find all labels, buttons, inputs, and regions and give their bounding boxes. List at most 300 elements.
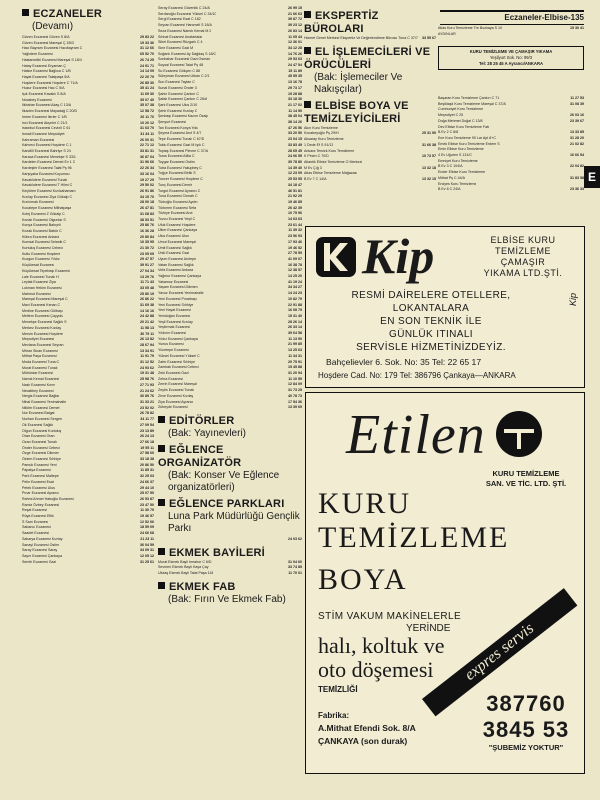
listing-name: Necatibey Eczanesi	[22, 388, 54, 393]
listing-name: Şenyurt Eczanesi	[158, 120, 186, 125]
etilen-line-1: STİM VAKUM MAKİNELERLE	[318, 611, 462, 622]
listing-phone: 11 85 31	[140, 468, 154, 473]
listing-phone: 33 81 31	[140, 149, 154, 154]
listing-phone: 33 55 67	[422, 36, 436, 40]
listing-phone: 16 36 28	[140, 228, 154, 233]
listing-phone: 11 30 79	[140, 508, 154, 513]
etilen-advertisement	[305, 392, 585, 774]
listing-phone: 26 83 14	[288, 28, 302, 33]
listing-phone: 24 93 62	[140, 365, 154, 370]
listing-name: Tuna Eczanesi Cinnah C	[158, 194, 198, 199]
section-subheading: (Devamı)	[32, 21, 74, 32]
listing-phone: 34 09 31	[140, 548, 154, 553]
listing-phone: 13 25 63	[288, 348, 302, 353]
listing-phone: 34 34 27	[288, 285, 302, 290]
listing-name: Zirve Eczanesi Kızılay	[158, 393, 194, 398]
listing-phone: 26 53 87	[140, 496, 154, 501]
listing-phone: 19 55 11	[140, 445, 154, 450]
listing-name: Toros Eczanesi Atilla C	[158, 154, 195, 159]
listing-name: Şahin Eczanesi Çankırı C	[158, 91, 199, 96]
listing-phone: 36 87 04	[140, 154, 154, 159]
listing-phone: 26 00 31	[140, 137, 154, 142]
listing-name: Şeyma Eczanesi Anıt S 4/7	[158, 131, 202, 136]
listing-phone: 22 20 79	[140, 74, 154, 79]
listing-phone: 11 13 90	[288, 336, 302, 341]
listing-phone: 23 61 44	[288, 222, 302, 227]
listing-name: İnci Eczanesi Akşehir C 21/1	[22, 120, 68, 125]
listing-phone: 17 93 46	[288, 239, 302, 244]
kip-side-label: Kip	[568, 293, 578, 307]
listing-row	[22, 560, 154, 566]
listing-name: Atlantik Elbise Temizleme O Merkezi	[304, 159, 363, 164]
listing-name: Ozan Eczanesi Tunalı	[22, 439, 57, 444]
listing-name: Lale Eczanesi Tunalı H	[22, 274, 59, 279]
listing-phone: 26 91 86	[140, 188, 154, 193]
bullet-square-icon	[158, 548, 165, 555]
listing-phone: 13 32 18	[422, 165, 436, 170]
listing-name: Nur Eczanesi Balgat	[22, 411, 55, 416]
listing-name: Türkiye Eczanesi Anıt	[158, 211, 193, 216]
listing-name: Leylak Eczanesi Ziya	[22, 280, 56, 285]
listing-name: Sonbahar Eczanesi Gazi Osman	[158, 57, 211, 62]
listing-name: Atlas Kuru Temizleme Tre Bozkaya S 10	[438, 26, 503, 30]
listing-phone: 40 78 73	[288, 393, 302, 398]
listing-name: Ümit Eczanesi Sağlık	[158, 245, 192, 250]
listing-phone: 28 00 18	[140, 200, 154, 205]
listing-phone: 24 47 54	[288, 63, 302, 68]
listing-name: M Ev Çığ 3	[304, 165, 322, 170]
listing-phone: 11 70 01	[288, 571, 302, 576]
listing-name: Nurhan Eczanesi Sergen	[22, 417, 62, 422]
column-4-lower	[438, 96, 584, 193]
listing-phone: 31 33 21	[140, 400, 154, 404]
listing-phone: 21 92 29	[288, 194, 302, 199]
listing-phone: 13 29 76	[140, 274, 154, 279]
kip-tagline: ELBİSE KURU TEMİZLEME ÇAMAŞIR YIKAMA LTD.ŞTİ.	[483, 235, 563, 278]
listing-phone: 21 99 85	[288, 342, 302, 347]
listing-name: Su Eczanesi Gökçen C 88	[158, 68, 200, 73]
listing-name: Namık Kemal Eczanesi	[22, 377, 60, 382]
listing-phone: 22 71 12	[140, 143, 154, 148]
listing-name: Kutlu Eczanesi Hoşdere	[22, 251, 61, 256]
listing-name: Ece Kuru Temizleme 90 Lar Apt 8+C	[438, 135, 496, 140]
listing-name: Semih Eczanesi Gazi	[22, 559, 57, 564]
category-note: (Bak: İşlemeciler Ve Nakışçılar)	[314, 71, 403, 95]
listing-name: Toygar Eczanesi Ostim	[158, 159, 195, 164]
small-boxed-ad: KURU TEMİZLEME VE ÇAMAŞIR YIKAMA Yeşilyurt Sok. No: 99/3 Tel: 28 25 45 A Ayrancı/ANKARA	[438, 46, 584, 70]
listing-name: Sibel Eczanesi Rüzgarlı C 4	[158, 40, 203, 45]
listing-name: Meşrutiyet Eczanesi	[22, 337, 55, 342]
listing-name: Merkez Eczanesi Kızılay	[22, 325, 62, 330]
listing-name: Türkmen Eczanesi Sefa	[158, 205, 197, 210]
listing-name: Zafer Eczanesi Sıhhiye	[158, 359, 195, 364]
listing-phone: 27 58 60	[140, 451, 154, 456]
listing-phone: 28 65 45	[288, 148, 302, 153]
category-note: (Bak: Fırın Ve Ekmek Fab)	[168, 593, 286, 605]
listing-name: Mahmut Eczanesi	[22, 291, 51, 296]
listing-phone: 25 07 50	[140, 491, 154, 496]
listing-phone: 24 06 55	[288, 154, 302, 159]
listing-name: Karaca Eczanesi Menekşe S 33/1	[22, 154, 76, 159]
listing-phone: 31 73 25	[288, 388, 302, 393]
listing-phone: 35 41 24	[140, 86, 154, 91]
listing-phone: 11 10 59	[288, 376, 302, 381]
listing-phone: 11 05 44	[288, 34, 302, 39]
listing-phone: 11 39 32	[288, 228, 302, 233]
column-1	[22, 6, 154, 565]
listing-name: Yavuz Eczanesi Yenimahalle	[158, 291, 204, 296]
listing-name: Tuba Eczanesi Yakupbey C	[158, 165, 202, 170]
listing-phone: 16 66 54	[570, 153, 584, 158]
etilen-line-5: TEMİZLİĞİ	[318, 685, 358, 694]
bullet-square-icon	[304, 11, 311, 18]
listing-phone: 38 53 51	[140, 217, 154, 222]
listing-name: Nergis Eczanesi Bağlar	[22, 394, 60, 399]
listing-name: Yeşil Eczanesi Kızılay	[158, 319, 193, 324]
listing-name: Pamuk Eczanesi Yeni	[22, 462, 57, 467]
listing-name: Soğanlı Eczanesi Ay Dağdaş S 18/C	[158, 51, 217, 56]
listing-phone: 29 44 10	[140, 485, 154, 490]
listing-phone: 38 14 26	[288, 120, 302, 125]
listing-name: Zambak Eczanesi Cebeci	[158, 365, 199, 370]
listing-name: Şenbaşı Eczanesi Kazım Özalp	[158, 114, 209, 119]
listing-name: Sakarya Eczanesi Kızılay	[22, 536, 63, 541]
etilen-factory-label: Fabrika:	[318, 711, 350, 720]
kip-logo	[314, 228, 464, 284]
listing-phone: 11 69 30	[140, 92, 154, 97]
listing-name: Zeytin Eczanesi Tunalı	[158, 388, 195, 393]
listing-name: Yenidoğan Eczanesi	[158, 313, 191, 318]
kip-brand: Kip	[362, 228, 435, 284]
listing-name: Mühürdar Eczanesi	[22, 371, 53, 376]
listing-name: Ulus Eczanesi Ulus	[158, 234, 189, 239]
listing-name: Atlas Elbise Temizleme Mağazası	[304, 171, 358, 176]
listing-phone: 29 73 17	[288, 85, 302, 90]
listing-name: Beşiktaşlı Kuru Temizleme Mareşal C 37/A	[438, 101, 506, 106]
listing-name: Mevlana Eczanesi Seyran	[22, 342, 64, 347]
listing-name: Tuncer Eczanesi Hoşdere C	[158, 177, 203, 182]
listing-phone: 12 36 01	[288, 40, 302, 45]
listing-phone: 19 33 36	[140, 40, 154, 45]
listing-name: Ankara Temizk Kuru Temizleme	[304, 148, 355, 153]
listing-list	[438, 26, 584, 37]
listing-name: Ufuk Eczanesi Hoşdere	[158, 222, 196, 227]
listing-phone: 15 11 89	[288, 68, 302, 73]
listing-phone: 34 12 28	[288, 45, 302, 50]
listing-name: Nilüfer Eczanesi Demet	[22, 405, 60, 410]
listing-name: Yücetepe Eczanesi	[158, 348, 189, 353]
listing-phone: 27 78 59	[288, 251, 302, 256]
listing-name: Sergi Eczanesi Esat C 182	[158, 17, 201, 22]
etilen-line-2: YERİNDE	[406, 623, 451, 634]
listing-name: Yıldız Eczanesi Çankaya	[158, 336, 198, 341]
kip-advertisement	[305, 226, 585, 388]
category-note: Luna Park Müdürlüğü Gençlik Parkı	[168, 510, 300, 534]
listing-name: Ender Elbise Kuru Temizleme	[438, 170, 486, 175]
listing-phone: 46 51 81	[288, 188, 302, 193]
listing-phone: 26 03 16	[570, 113, 584, 118]
listing-phone: 20 21 42	[140, 320, 154, 325]
listing-phone: 31 83 58	[570, 175, 584, 180]
listing-phone: 19 46 57	[140, 514, 154, 519]
listing-phone: 26 13 82	[140, 337, 154, 342]
listing-name: Petek Eczanesi Ulus	[22, 485, 55, 490]
listing-name: Tepe Eczanesi Tunalı C 67/D	[158, 137, 205, 142]
listing-name: Ulutaş Ekmek Bayii Talat Paşa 118	[158, 571, 214, 576]
listing-name: Tuzcu Eczanesi Yeşil C	[158, 217, 196, 222]
listing-phone: 26 11 70	[140, 114, 154, 119]
listing-name: Yağlıdere Eczanesi	[22, 52, 53, 57]
listing-name: Hayat Eczanesi Talatpaşa 5/A	[22, 74, 70, 79]
listing-name: Ramiz Özbey Eczanesi	[22, 502, 60, 507]
listing-row	[158, 405, 302, 411]
listing-phone: 25 31 90	[422, 131, 436, 136]
listing-phone: 11 14 50	[288, 108, 302, 113]
listing-phone: 31 28 20	[570, 135, 584, 140]
listing-phone: 25 80 19	[140, 291, 154, 296]
listing-phone: 24 42 88	[140, 314, 154, 319]
listing-name: Yaşam Eczanesi Dikmen	[158, 285, 198, 290]
listing-phone: 10 82 79	[288, 296, 302, 301]
listing-phone: 39 87 72	[288, 17, 302, 22]
listing-phone: 22 04 82	[570, 164, 584, 169]
listing-phone: 39 78 80	[288, 159, 302, 164]
listing-name: Murat Eczanesi Tunalı	[22, 365, 58, 370]
listing-name: Papatya Eczanesi	[22, 468, 51, 473]
listing-phone: 31 68 83	[140, 211, 154, 216]
listing-phone: 23 36 33	[570, 187, 584, 192]
listing-name: Nocabey Eczanesi	[22, 97, 52, 102]
listing-phone: 25 53 55	[288, 177, 302, 182]
listing-name: Kavaklıdere Eczanesi T Hilmi C	[22, 183, 73, 188]
listing-name: Murat Ekmek Bayii İmrahor C 6/D	[158, 559, 212, 564]
listing-name: Işık Eczanesi Kavaklı S 8/A	[22, 92, 66, 97]
listing-phone: 26 85 30	[140, 80, 154, 85]
listing-list	[304, 126, 436, 183]
listing-name: Mithat Paşa Eczanesi	[22, 354, 57, 359]
listing-phone: 31 25 61	[140, 559, 154, 564]
category-heading: ELBİSE BOYA VE TEMİZLEYİCİLERİ	[304, 99, 409, 125]
listing-name: Zeki Eczanesi Gazi	[158, 371, 189, 375]
section-heading: ECZANELER	[22, 8, 154, 21]
listing-name: Kahraman Eczanesi	[22, 137, 55, 142]
listing-phone: 13 16 78	[288, 80, 302, 85]
listing-name: Erciyes Kuru Temizleme	[438, 181, 477, 186]
listing-phone: 26 99 15	[288, 6, 302, 10]
listing-phone: 21 23 11	[140, 536, 154, 541]
listing-name: Toptaş Eczanesi Plevne C 37/A	[158, 148, 209, 153]
listing-list	[158, 6, 302, 411]
listing-phone: 26 42 39	[288, 205, 302, 210]
listing-phone: 21 17 02	[288, 102, 302, 107]
listing-name: Süleyman Eczanesi Utkan C 2/1	[158, 74, 210, 79]
etilen-brand: Etilen	[346, 404, 486, 466]
listing-phone: 39 23 12	[288, 23, 302, 28]
listing-name: Sanayi Eczanesi Ostim	[22, 542, 59, 547]
listing-name: Güven Eczanesi Güven S 8/A	[22, 35, 70, 39]
listing-list	[22, 35, 154, 565]
listing-name: Özlem Eczanesi Sıhhiye	[22, 457, 61, 462]
listing-name: Kuzgun Eczanesi Yıldız	[22, 257, 60, 262]
bullet-square-icon	[158, 582, 165, 589]
listing-phone: 26 33 14	[288, 325, 302, 330]
listing-phone: 19 27 29	[140, 177, 154, 182]
listing-name: Hatice Eczanesi Bağlıca C 1/B	[22, 69, 71, 74]
listing-phone: 26 47 81	[140, 206, 154, 211]
listing-name: Şehir Eczanesi Kızılay C	[158, 108, 198, 113]
listing-name: Yakamoz Eczanesi	[158, 279, 189, 284]
listing-phone: 31 20 94	[288, 371, 302, 375]
listing-phone: 45 55 35	[288, 74, 302, 79]
bullet-square-icon	[304, 101, 311, 108]
listing-phone: 24 66 68	[140, 531, 154, 536]
listing-phone: 26 24 13	[140, 434, 154, 439]
listing-phone: 23 39 67	[570, 118, 584, 123]
listing-name: Mavi Eczanesi Kenan C	[22, 303, 61, 308]
category-sections	[158, 415, 302, 606]
listing-name: Kocatepe Eczanesi Mithatpaşa	[22, 206, 72, 211]
listing-phone: 28 67 94	[140, 342, 154, 347]
listing-phone: 13 34 91	[140, 348, 154, 353]
listing-phone: 47 26 56	[288, 125, 302, 130]
listing-phone: 24 66 37	[140, 479, 154, 484]
listing-phone: 15 31 40	[288, 313, 302, 318]
listing-name: 1 Dede Ef S 91/13	[304, 142, 334, 147]
category-heading: EDİTÖRLER	[158, 415, 302, 428]
category-phone: 24 03 62	[288, 536, 302, 541]
listing-phone: 29 53 63	[288, 57, 302, 62]
listing-phone: 21 30 72	[140, 246, 154, 251]
listing-name: Yeni Eczanesi Sıhhiye	[158, 302, 194, 307]
listing-phone: 29 47 57	[140, 257, 154, 262]
kip-address-2: Hoşdere Cad. No: 179 Tel: 386796 Çankaya—ANKARA	[318, 371, 516, 380]
listing-phone: 11 34 31	[288, 353, 302, 358]
listing-name: K Pinen C 70/D	[304, 154, 329, 159]
listing-phone: 26 74 25	[140, 57, 154, 62]
category-heading: EKMEK FAB	[158, 581, 302, 594]
listing-phone: 15 30 41	[570, 26, 584, 30]
listing-phone: 11 27 53	[570, 96, 584, 100]
listing-name: Meltem Eczanesi Çayyolu	[22, 314, 64, 319]
listing-name: Sunal Eczanesi Önder 3	[158, 85, 197, 90]
listing-name: Küçükesat Eczanesi	[22, 263, 55, 268]
listing-name: S Sam Eczanesi	[22, 519, 49, 524]
listing-name: Menekşe Eczanesi Sağlık S	[22, 320, 67, 325]
listing-phone: 25 86 76	[140, 223, 154, 228]
listing-name: Turgut Eczanesi Ayrancı C	[158, 188, 201, 193]
category-note: (Bak: Yayınevleri)	[168, 427, 246, 439]
listing-name: Yüksel Eczanesi Yüksel C	[158, 353, 200, 358]
listing-phone: 14 24 23	[288, 291, 302, 296]
listing-phone: 35 07 38	[140, 103, 154, 108]
listing-name: Akın Kuru Temizleme	[304, 125, 338, 130]
listing-phone: 10 75 96	[288, 211, 302, 216]
listing-name: Yıldırım Eczanesi	[158, 331, 186, 336]
listing-phone: 23 04 15	[288, 137, 302, 142]
listing-name: Oran Eczanesi Oran	[22, 434, 55, 439]
listing-name: Soysal Eczanesi Talat Pş 48	[158, 63, 204, 68]
listing-name: Sabancı Eczanesi	[22, 525, 51, 530]
listing-name: Vatan Eczanesi Sağlık	[158, 262, 194, 267]
listing-phone: 31 12 66	[140, 46, 154, 51]
listing-name: Sayın Eczanesi Çankaya	[22, 553, 62, 558]
listing-phone: 19 46 52	[288, 245, 302, 250]
listing-name: İsmail Eczanesi Meşrutiyet	[22, 131, 65, 136]
listing-phone: 33 18 36	[288, 97, 302, 102]
listing-list	[304, 36, 436, 42]
listing-phone: 33 18 38	[140, 457, 154, 462]
listing-phone: 31 08 39	[570, 101, 584, 106]
listing-name: Cumhuriyet Kuru Temizleme	[438, 107, 484, 112]
category-heading: EĞLENCE ORGANİZATÖR	[158, 443, 242, 469]
listing-name: Kardeşler Eczanesi Talat Pş 96	[22, 166, 72, 171]
listing-name: Tunç Eczanesi Demir	[158, 182, 193, 187]
listing-row	[438, 187, 584, 193]
listing-name: Hastanedibi Eczanesi Mareşal S 18/4	[22, 57, 82, 62]
etilen-line-3: halı, koltuk ve	[318, 633, 445, 658]
listing-name: Mithat Pş C 44/A	[438, 175, 465, 180]
listing-phone: 12 23 09	[288, 171, 302, 176]
listing-name: AYDINLAR	[438, 31, 456, 36]
listing-name: Yağmur Eczanesi Çankaya	[158, 274, 202, 279]
listing-phone: 32 25 03	[140, 474, 154, 479]
listing-row	[304, 177, 436, 183]
listing-name: Küçükesat Tepebaşı Eczanesi	[22, 268, 70, 273]
listing-name: Yeşilırmak Eczanesi	[158, 325, 191, 330]
column-4	[438, 26, 584, 37]
running-head: Eczaneler-Elbise-135	[440, 10, 584, 25]
listing-name: B Ev 3 C 104/A	[438, 164, 463, 169]
etilen-big-2: TEMİZLEME	[318, 521, 510, 554]
bullet-square-icon	[304, 47, 311, 54]
listing-name: B Ev 7 C 14/A	[304, 177, 327, 182]
bullet-square-icon	[158, 445, 165, 452]
listing-phone: 31 34 11	[140, 131, 154, 136]
listing-phone: 11 91 79	[140, 354, 154, 359]
listing-name: Kızılırmak Eczanesi	[22, 200, 54, 205]
listing-phone: 34 15 70	[140, 194, 154, 199]
listing-name: Başaran Kuru Temizleme Çankırı C 71	[438, 96, 500, 100]
listing-phone: 10 35 95	[140, 240, 154, 245]
listing-phone: 21 66 63	[288, 11, 302, 16]
listing-name: Güven Eczanesi Mareşal Ç 1B/3	[22, 40, 74, 45]
listing-phone: 26 86 22	[140, 297, 154, 302]
listing-phone: 13 33 85	[570, 130, 584, 135]
listing-name: Emin Elbise Kuru Temizleme	[438, 147, 484, 152]
listing-name: Ok Eczanesi Sağlık	[22, 422, 54, 427]
section-tab[interactable]: E	[584, 166, 600, 188]
listing-phone: 24 91 71	[140, 63, 154, 68]
listing-phone: 31 69 38	[140, 303, 154, 308]
listing-name: Tuğçe Eczanesi Birlik S	[158, 171, 196, 176]
listing-name: Rahmi Ahmet Haboğlu Eczanesi	[22, 496, 74, 501]
listing-name: Moda Eczanesi Tuna C	[22, 360, 60, 365]
listing-phone: 33 05 48	[140, 285, 154, 290]
listing-phone: 35 07 40	[140, 97, 154, 102]
etilen-company: KURU TEMİZLEME SAN. VE TİC. LTD. ŞTİ.	[485, 469, 567, 488]
listing-phone: 33 16 04	[140, 171, 154, 176]
listing-phone: 10 73 57	[422, 154, 436, 159]
listing-name: Tan Eczanesi Konya Yolu	[158, 125, 199, 130]
listing-phone: 39 64 58	[288, 331, 302, 336]
listing-phone: 19 46 85	[288, 199, 302, 204]
listing-phone: 12 58 72	[140, 109, 154, 114]
listing-phone: 23 56 93	[288, 234, 302, 239]
listing-name: Mersin Eczanesi Hoşdere	[22, 331, 63, 336]
listing-list	[158, 560, 302, 577]
bullet-square-icon	[158, 416, 165, 423]
listing-phone: 33 83 49	[288, 142, 302, 147]
